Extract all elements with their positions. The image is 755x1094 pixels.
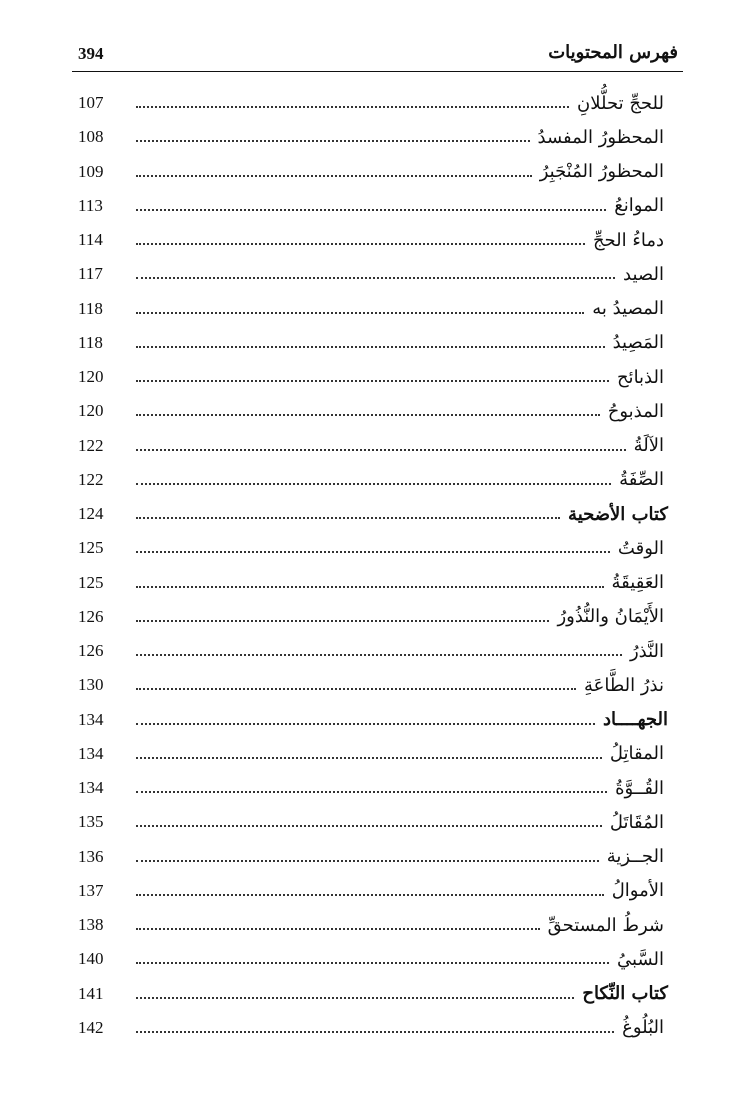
toc-row [72,360,668,394]
toc-chapter-row [72,977,668,1011]
dot-leader [136,757,602,759]
toc-page-number: 124 [78,504,104,524]
toc-row [72,531,668,565]
toc-page-number: 141 [78,983,104,1003]
toc-entry-title: المَصِيدُ [612,332,664,354]
toc-page-number: 120 [78,367,104,387]
toc-row [72,737,668,771]
dot-leader [136,962,609,964]
toc-page-number: 138 [78,915,104,935]
dot-leader [136,277,615,279]
dot-leader [136,928,540,930]
toc-row [72,120,668,154]
dot-leader [136,791,607,793]
toc-row [72,942,668,976]
toc-page-number: 107 [78,93,104,113]
toc-row [72,805,668,839]
toc-row [72,326,668,360]
header-divider [72,71,683,72]
toc-page-number: 130 [78,675,104,695]
toc-page-number: 117 [78,264,103,284]
dot-leader [136,414,600,416]
toc-page-number: 125 [78,538,104,558]
dot-leader [136,483,611,485]
toc-entry-title: الذبائح [616,366,664,388]
toc-entry-title: المذبوحُ [607,400,664,422]
toc-page-number: 135 [78,812,104,832]
toc-row [72,292,668,326]
toc-entry-title: شرطُ المستحقِّ [547,914,664,936]
page-header [72,40,682,70]
dot-leader [136,860,599,862]
toc-page-number: 134 [78,778,104,798]
toc-page-number: 122 [78,435,104,455]
dot-leader [136,175,532,177]
toc-page-number: 142 [78,1017,104,1037]
table-of-contents [72,86,668,1045]
dot-leader [136,346,605,348]
toc-page-number: 122 [78,469,104,489]
toc-entry-title: الصِّفَةُ [619,469,664,491]
toc-page-number: 118 [78,332,103,352]
dot-leader [136,106,569,108]
page-number: 394 [78,44,104,63]
toc-chapter-title: الجهــــاد [603,709,668,731]
toc-row [72,86,668,120]
toc-row [72,429,668,463]
toc-page-number: 134 [78,709,104,729]
dot-leader [136,312,584,314]
toc-row [72,771,668,805]
toc-entry-title: دماءُ الحجِّ [592,229,664,251]
dot-leader [136,1031,614,1033]
toc-page-number: 126 [78,606,104,626]
dot-leader [136,551,610,553]
toc-page-number: 118 [78,298,103,318]
toc-row [72,463,668,497]
toc-entry-title: المصيدُ به [592,298,664,320]
toc-page-number: 108 [78,127,104,147]
toc-row [72,908,668,942]
toc-entry-title: المحظورُ المفسدُ [537,126,664,148]
dot-leader [136,209,606,211]
dot-leader [136,449,626,451]
toc-page-number: 134 [78,743,104,763]
toc-entry-title: الموانعُ [614,195,664,217]
toc-row [72,668,668,702]
dot-leader [136,654,622,656]
toc-chapter-row [72,497,668,531]
toc-page-number: 136 [78,846,104,866]
toc-entry-title: العَقِيقَةُ [611,572,664,594]
toc-entry-title: الصيد [623,263,664,285]
toc-row [72,840,668,874]
dot-leader [136,243,585,245]
toc-row [72,874,668,908]
toc-entry-title: المحظورُ المُنْجَبِرُ [539,161,664,183]
dot-leader [136,723,595,725]
toc-row [72,394,668,428]
toc-entry-title: النَّذرُ [629,640,664,662]
toc-entry-title: الأَيْمَانُ والنُّذُورُ [557,606,664,628]
dot-leader [136,140,530,142]
toc-page-number: 114 [78,230,103,250]
toc-chapter-title: كتاب النِّكاح [582,983,668,1005]
toc-page-number: 109 [78,161,104,181]
dot-leader [136,517,560,519]
toc-entry-title: الآلَةُ [633,435,664,457]
toc-page-number: 126 [78,641,104,661]
toc-entry-title: السَّبيُ [617,948,664,970]
dot-leader [136,825,602,827]
toc-row [72,566,668,600]
dot-leader [136,997,574,999]
toc-page-number: 113 [78,195,103,215]
toc-entry-title: الأموالُ [611,880,664,902]
toc-chapter-title: كتاب الأضحية [568,503,668,525]
toc-entry-title: القُــوَّةُ [615,777,664,799]
toc-page-number: 137 [78,880,104,900]
toc-entry-title: المقاتِلُ [609,743,664,765]
toc-page-number: 120 [78,401,104,421]
dot-leader [136,688,576,690]
toc-row [72,1011,668,1045]
dot-leader [136,894,604,896]
toc-row [72,600,668,634]
toc-entry-title: للحجِّ تحلُّلانِ [577,92,664,114]
dot-leader [136,586,604,588]
toc-page-number: 125 [78,572,104,592]
toc-row [72,257,668,291]
toc-row [72,634,668,668]
toc-entry-title: الجــزية [606,846,664,868]
toc-chapter-row [72,703,668,737]
toc-row [72,189,668,223]
toc-entry-title: نذرُ الطَّاعَةِ [584,674,664,696]
toc-page-number: 140 [78,949,104,969]
toc-row [72,155,668,189]
toc-entry-title: المُقَاتَلُ [609,811,664,833]
dot-leader [136,620,549,622]
toc-row [72,223,668,257]
toc-entry-title: البُلُوغُ [622,1017,664,1039]
running-title: فهرس المحتويات [548,42,678,63]
toc-entry-title: الوقتُ [617,537,664,559]
dot-leader [136,380,609,382]
